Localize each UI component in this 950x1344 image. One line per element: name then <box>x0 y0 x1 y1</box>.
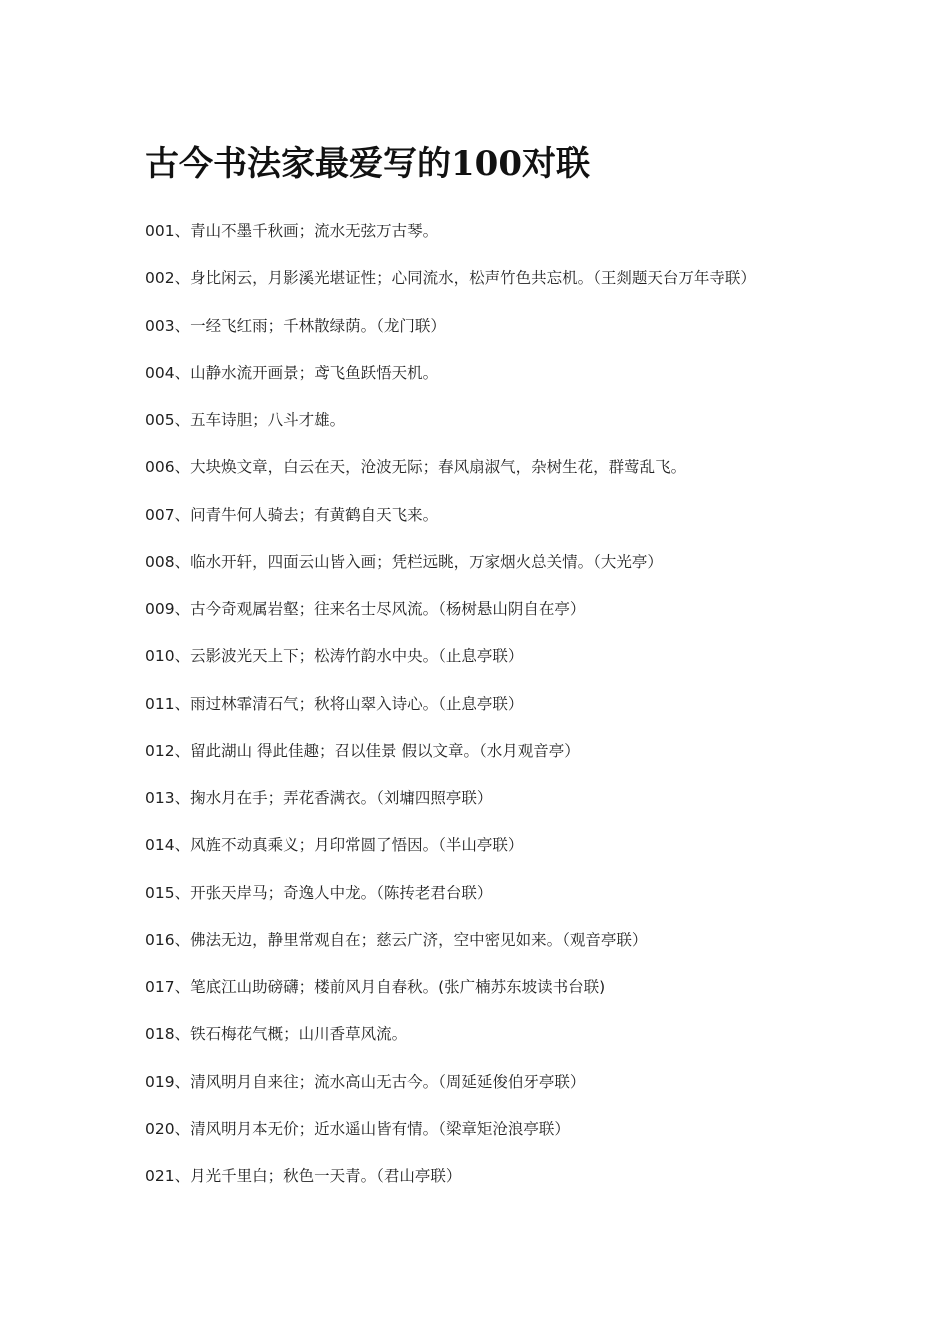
couplet-item: 007、问青牛何人骑去；有黄鹤自天飞来。 <box>145 505 439 524</box>
couplet-item: 008、临水开轩，四面云山皆入画；凭栏远眺，万家烟火总关情。（大光亭） <box>145 552 663 571</box>
page-title: 古今书法家最爱写的100对联 <box>145 144 590 184</box>
couplet-item: 006、大块焕文章，白云在天，沧波无际；春风扇淑气，杂树生花，群莺乱飞。 <box>145 458 687 477</box>
couplet-item: 018、铁石梅花气概；山川香草风流。 <box>145 1025 408 1044</box>
couplet-item: 017、笔底江山助磅礴；楼前风月自春秋。(张广楠苏东坡读书台联) <box>145 978 606 996</box>
couplet-item: 001、青山不墨千秋画；流水无弦万古琴。 <box>145 222 439 240</box>
couplet-item: 005、五车诗胆；八斗才雄。 <box>145 411 346 429</box>
couplet-item: 011、雨过林霏清石气；秋将山翠入诗心。（止息亭联） <box>145 694 524 713</box>
couplet-item: 002、身比闲云，月影溪光堪证性；心同流水，松声竹色共忘机。（王剡题天台万年寺联） <box>145 269 756 288</box>
couplet-item: 020、清风明月本无价；近水遥山皆有情。（梁章矩沧浪亭联） <box>145 1119 570 1138</box>
couplet-item: 004、山静水流开画景；鸢飞鱼跃悟天机。 <box>145 363 439 382</box>
couplet-item: 010、云影波光天上下；松涛竹韵水中央。（止息亭联） <box>145 647 524 666</box>
couplet-item: 009、古今奇观属岩壑；往来名士尽风流。（杨树悬山阴自在亭） <box>145 600 586 618</box>
couplet-item: 014、风旌不动真乘义；月印常圆了悟因。（半山亭联） <box>145 836 524 855</box>
couplet-item: 012、留此湖山 得此佳趣；召以佳景 假以文章。（水月观音亭） <box>145 741 580 760</box>
couplet-item: 015、开张天岸马；奇逸人中龙。（陈抟老君台联） <box>145 883 493 902</box>
couplet-list <box>145 217 925 1209</box>
couplet-item: 019、清风明月自来往；流水高山无古今。（周延延俊伯牙亭联） <box>145 1072 586 1091</box>
couplet-item: 013、掬水月在手；弄花香满衣。（刘墉四照亭联） <box>145 789 493 807</box>
couplet-item: 016、佛法无边，静里常观自在；慈云广济，空中密见如来。（观音亭联） <box>145 930 648 949</box>
couplet-item: 003、一经飞红雨；千林散绿荫。（龙门联） <box>145 316 446 335</box>
couplet-item: 021、月光千里白；秋色一天青。（君山亭联） <box>145 1167 462 1185</box>
